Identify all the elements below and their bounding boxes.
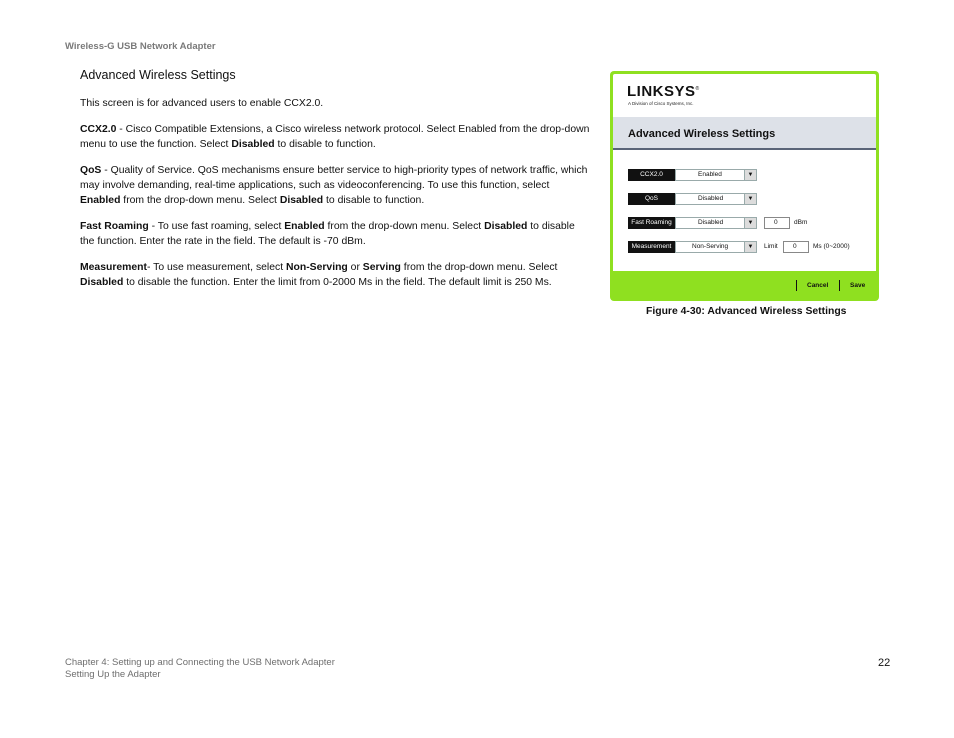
- qos-text-3: to disable to function.: [323, 195, 425, 206]
- ccx-paragraph: [80, 122, 590, 152]
- fr-text-1: - To use fast roaming, select: [148, 221, 285, 232]
- ms-text-4: to disable the function. Enter the limit from 0-2000 Ms in the field. The default limit is 250 Ms.: [123, 277, 552, 288]
- limit-label: Limit: [764, 243, 778, 250]
- qos-select-value: Disabled: [698, 195, 724, 202]
- figure-button-bar: [613, 271, 876, 298]
- qos-bold-1: Enabled: [80, 195, 121, 206]
- chevron-down-icon[interactable]: ▼: [744, 170, 756, 180]
- qos-term: QoS: [80, 165, 102, 176]
- limit-input[interactable]: 0: [783, 241, 809, 253]
- measurement-label: Measurement: [628, 241, 675, 253]
- settings-figure: [610, 71, 879, 301]
- fast-roaming-select[interactable]: [675, 217, 757, 229]
- figure-panel: [613, 74, 876, 271]
- ms-bold-1: Non-Serving: [286, 262, 348, 273]
- chevron-down-icon[interactable]: ▼: [744, 218, 756, 228]
- fast-roaming-term: Fast Roaming: [80, 221, 149, 232]
- ms-bold-3: Disabled: [80, 277, 124, 288]
- ms-text-2: or: [347, 262, 363, 273]
- fr-text-3: to disable the function. Enter the rate in the field. The default is -70 dBm.: [80, 221, 575, 247]
- qos-select[interactable]: [675, 193, 757, 205]
- divider: [796, 280, 797, 291]
- footer-chapter: Chapter 4: Setting up and Connecting the USB Network Adapter: [65, 657, 335, 668]
- measurement-term: Measurement: [80, 262, 147, 273]
- ccx-text-1: - Cisco Compatible Extensions, a Cisco wireless network protocol. Select Enabled from the drop-down menu to use the function. Select: [80, 124, 590, 150]
- footer-section: Setting Up the Adapter: [65, 669, 161, 680]
- fast-roaming-select-value: Disabled: [698, 219, 724, 226]
- logo-registered: ®: [695, 86, 700, 92]
- fast-roaming-label: Fast Roaming: [628, 217, 675, 229]
- qos-label: QoS: [628, 193, 675, 205]
- qos-bold-2: Disabled: [279, 195, 324, 206]
- running-header: Wireless-G USB Network Adapter: [65, 41, 216, 52]
- qos-text-1: - Quality of Service. QoS mechanisms ensure better service to high-priority types of network traffic, which may involve demanding, real-time applications, such as videoconferencing. To use this function, select: [80, 165, 588, 191]
- intro-paragraph: This screen is for advanced users to enable CCX2.0.: [80, 98, 324, 109]
- limit-unit: Ms (0~2000): [813, 243, 850, 250]
- fr-bold-1: Enabled: [284, 221, 325, 232]
- section-title: Advanced Wireless Settings: [80, 68, 236, 82]
- qos-paragraph: [80, 163, 590, 208]
- body-text: [80, 96, 590, 301]
- save-button[interactable]: Save: [850, 282, 866, 289]
- ccx-text-2: to disable to function.: [274, 139, 376, 150]
- divider: [839, 280, 840, 291]
- figure-title-band: [613, 117, 876, 150]
- page-number: 22: [878, 657, 891, 669]
- fast-roaming-rate-input[interactable]: 0: [764, 217, 790, 229]
- chevron-down-icon[interactable]: ▼: [744, 194, 756, 204]
- measurement-paragraph: [80, 260, 590, 290]
- ccx-select[interactable]: [675, 169, 757, 181]
- ccx-bold-1: Disabled: [231, 139, 275, 150]
- fr-text-2: from the drop-down menu. Select: [324, 221, 485, 232]
- measurement-select[interactable]: [675, 241, 757, 253]
- fast-roaming-unit: dBm: [794, 219, 808, 226]
- figure-title: Advanced Wireless Settings: [628, 128, 776, 140]
- ccx-label: CCX2.0: [628, 169, 675, 181]
- logo-subtitle: A Division of Cisco Systems, Inc.: [628, 101, 694, 106]
- footer: [65, 657, 335, 681]
- ms-text-3: from the drop-down menu. Select: [400, 262, 558, 273]
- cancel-button[interactable]: Cancel: [807, 282, 829, 289]
- chevron-down-icon[interactable]: ▼: [744, 242, 756, 252]
- logo-text: LINKSYS: [627, 83, 696, 100]
- ms-text-1: - To use measurement, select: [147, 262, 286, 273]
- ms-bold-2: Serving: [362, 262, 401, 273]
- fr-bold-2: Disabled: [484, 221, 528, 232]
- figure-caption: Figure 4-30: Advanced Wireless Settings: [646, 306, 847, 317]
- ccx-select-value: Enabled: [698, 171, 722, 178]
- fast-roaming-paragraph: [80, 219, 590, 249]
- qos-text-2: from the drop-down menu. Select: [120, 195, 280, 206]
- measurement-select-value: Non-Serving: [692, 243, 729, 250]
- linksys-logo: [627, 83, 700, 100]
- ccx-term: CCX2.0: [80, 124, 117, 135]
